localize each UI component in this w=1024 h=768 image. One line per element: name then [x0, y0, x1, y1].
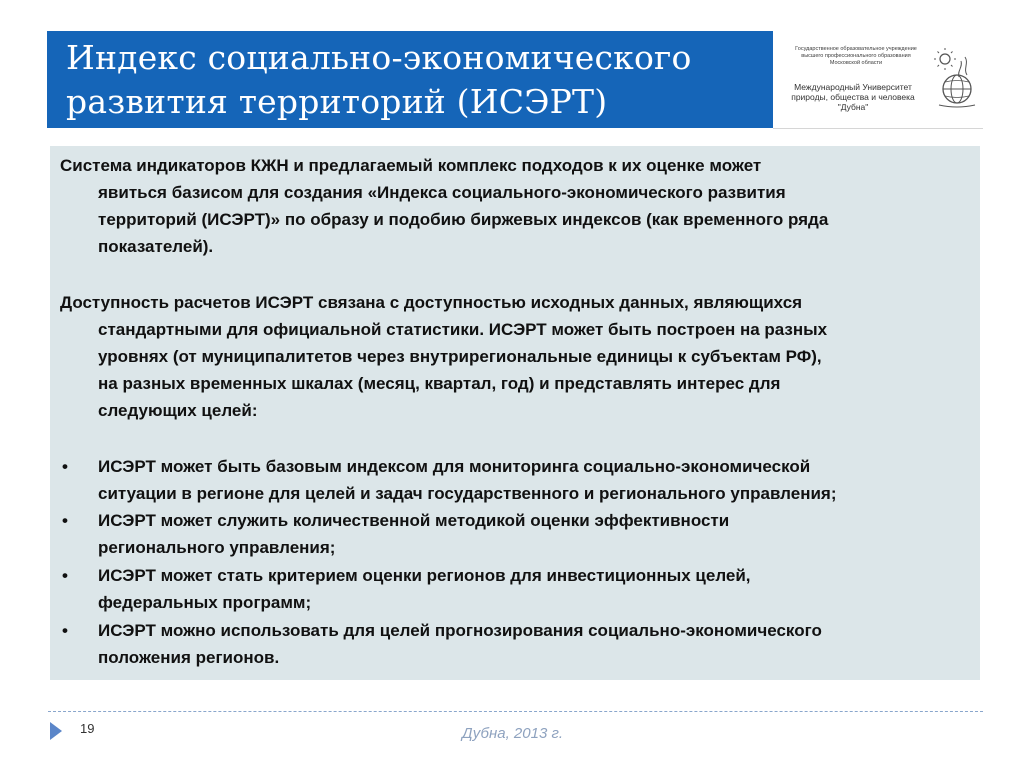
play-arrow-icon	[50, 722, 62, 740]
slide-title	[66, 36, 766, 124]
logo-name-line-3: "Дубна"	[837, 102, 869, 112]
list-item	[60, 507, 965, 561]
footer-caption: Дубна, 2013 г.	[462, 725, 564, 742]
paragraph-2-line: на разных временных шкалах (месяц, квартал, год) и представлять интерес для	[98, 374, 781, 393]
list-item	[60, 562, 965, 616]
paragraph-2-line: стандартными для официальной статистики. ИСЭРТ может быть построен на разных	[98, 320, 828, 339]
paragraph-1	[60, 152, 965, 260]
paragraph-2-line: уровнях (от муниципалитетов через внутрирегиональные единицы к субъектам РФ),	[98, 347, 822, 366]
list-item-line: федеральных программ;	[98, 593, 312, 612]
list-item	[60, 617, 965, 671]
logo-name-line-2: природы, общества и человека	[791, 92, 915, 102]
paragraph-1-line: явиться базисом для создания «Индекса социального-экономического развития	[98, 183, 786, 202]
list-item-line: ИСЭРТ можно использовать для целей прогнозирования социально-экономического	[98, 621, 822, 640]
footer-divider	[48, 711, 983, 712]
logo-small-line-3: Московской области	[829, 60, 883, 66]
logo-university-name	[777, 82, 929, 112]
logo-small-line-2: высшего профессионального образования	[801, 53, 911, 59]
logo-small-line-1: Государственное образовательное учреждение	[795, 46, 917, 52]
list-item-line: ИСЭРТ может стать критерием оценки регионов для инвестиционных целей,	[98, 566, 751, 585]
list-item	[60, 453, 965, 507]
paragraph-1-line: территорий (ИСЭРТ)» по образу и подобию биржевых индексов (как временного ряда	[98, 210, 829, 229]
paragraph-2-line: следующих целей:	[98, 401, 258, 420]
bullet-icon: •	[62, 566, 68, 585]
list-item-line: регионального управления;	[98, 538, 336, 557]
logo-institution-caption	[781, 46, 931, 67]
bullet-icon: •	[62, 621, 68, 640]
list-item-line: ИСЭРТ может быть базовым индексом для мониторинга социально-экономической	[98, 457, 811, 476]
title-line-1: Индекс социально-экономического	[66, 38, 692, 77]
page-number: 19	[80, 721, 95, 736]
bullet-icon: •	[62, 457, 68, 476]
logo-name-line-1: Международный Университет	[794, 82, 912, 92]
paragraph-2	[60, 289, 965, 424]
university-logo	[773, 31, 983, 129]
bullet-icon: •	[62, 511, 68, 530]
globe-emblem-icon	[933, 47, 981, 111]
list-item-line: положения регионов.	[98, 648, 280, 667]
list-item-line: ситуации в регионе для целей и задач государственного и регионального управления;	[98, 484, 837, 503]
paragraph-1-line: показателей).	[98, 237, 214, 256]
paragraph-2-line: Доступность расчетов ИСЭРТ связана с доступностью исходных данных, являющихся	[60, 293, 803, 312]
title-line-2: развития территорий (ИСЭРТ)	[66, 82, 608, 121]
paragraph-1-line: Система индикаторов КЖН и предлагаемый комплекс подходов к их оценке может	[60, 156, 762, 175]
list-item-line: ИСЭРТ может служить количественной методикой оценки эффективности	[98, 511, 730, 530]
